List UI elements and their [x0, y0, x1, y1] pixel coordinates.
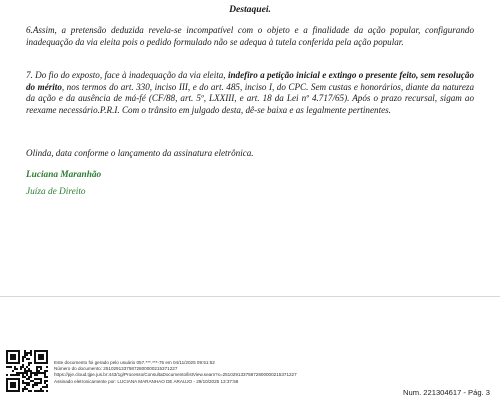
signature-role: Juíza de Direito — [26, 187, 86, 197]
paragraph-6: 6.Assim, a pretensão deduzida revela-se incompatível com o objeto e a finalidade da ação popular, configurando inadequação da via eleita pois o pedido formulado não se adequa à tutela conferida pela ação popular. — [26, 25, 474, 47]
date-line: Olinda, data conforme o lançamento da assinatura eletrônica. — [26, 148, 254, 158]
paragraph-7-rest: , nos termos do art. 330, inciso III, e do art. 485, inciso I, do CPC. Sem custas e honorários, diante da natureza da ação e da ausência de má-fé (CF/88, art. 5º, LXXIII, e art. 18 da Lei nº 4.717/65). Após o prazo recursal, sigam ao reexame necessário.P.R.I. Com o trânsito em julgado desta, dê-se baixa e as legalmente pertinentes. — [26, 81, 474, 115]
footer-generated-by: Este documento foi gerado pelo usuário 057.***.***-75 em 04/11/2025 09:51:52 — [54, 360, 215, 365]
paragraph-7 — [26, 70, 474, 116]
paragraph-7-intro: 7. Do fio do exposto, face à inadequação da via eleita, — [26, 70, 228, 80]
signature-name: Luciana Maranhão — [26, 170, 102, 180]
footer-signed-by: Assinado eletronicamente por: LUCIANA MARANHAO DE ARAUJO - 29/10/2025 13:37:58 — [54, 378, 239, 384]
heading-text: Destaquei. — [229, 4, 271, 15]
footer-metadata — [54, 360, 297, 385]
footer-divider — [0, 296, 500, 297]
qr-code-icon — [6, 350, 48, 392]
paragraph-7-decision: indefiro a petição inicial e extingo o presente feito, sem resolução do mérito — [26, 70, 475, 92]
footer-document-number: Número do documento: 25102913375872800000215371227 — [54, 366, 178, 372]
page-number: Num. 221304617 - Pág. 3 — [403, 388, 490, 397]
footer-url-link[interactable]: https://pje.cloud.tjpe.jus.br:443/1g/Processo/ConsultaDocumento/listView.seam?x=25102913375872800000215371227 — [54, 372, 297, 378]
